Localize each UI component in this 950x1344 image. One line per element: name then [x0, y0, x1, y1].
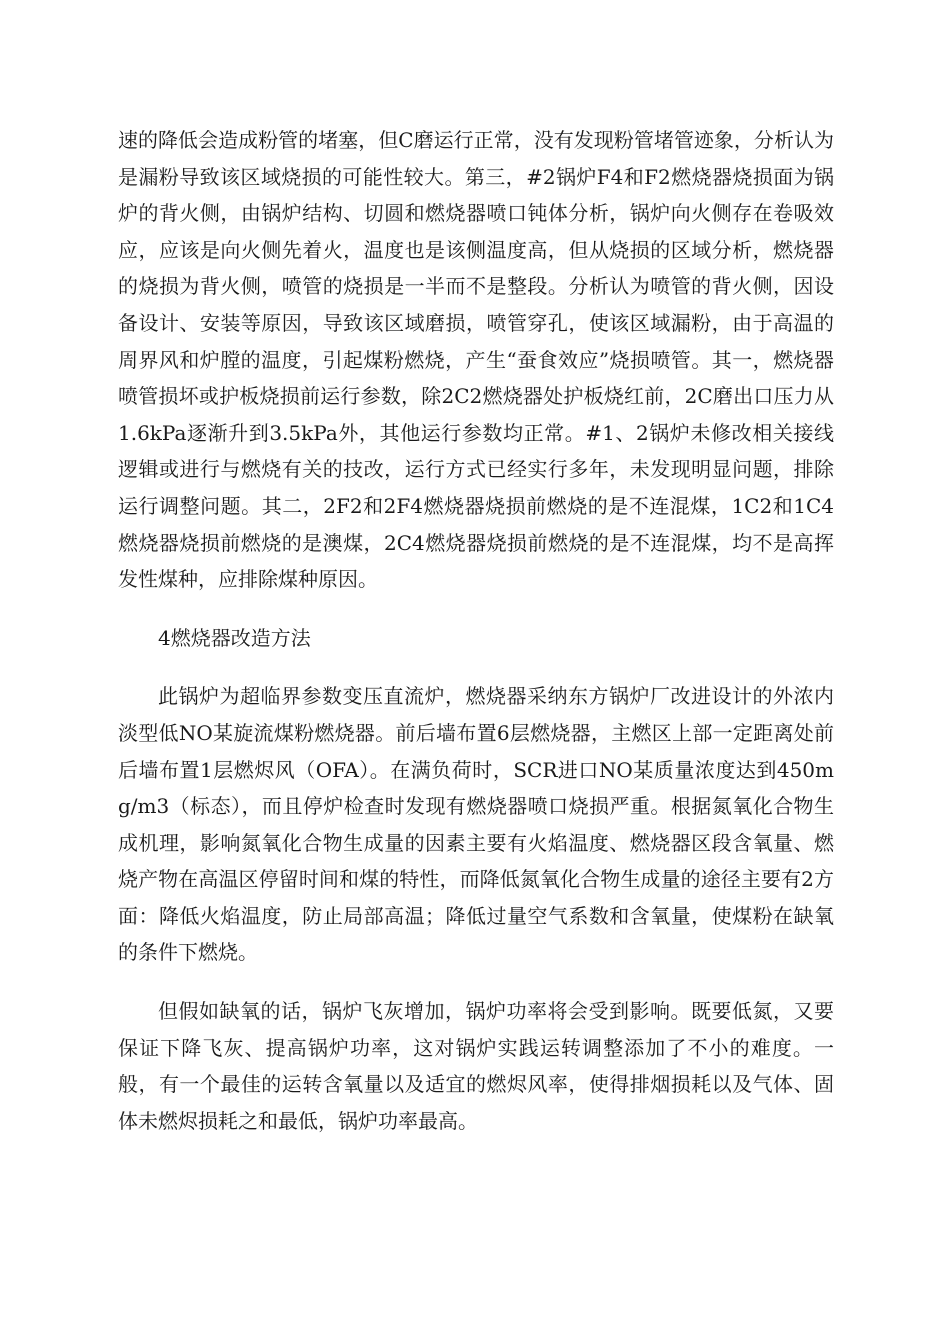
- body-paragraph: 速的降低会造成粉管的堵塞，但C磨运行正常，没有发现粉管堵管迹象，分析认为是漏粉导致该区域烧损的可能性较大。第三，#2锅炉F4和F2燃烧器烧损面为锅炉的背火侧，由锅炉结构、切圆和燃烧器喷口钝体分析，锅炉向火侧存在卷吸效应，应该是向火侧先着火，温度也是该侧温度高，但从烧损的区域分析，燃烧器的烧损为背火侧，喷管的烧损是一半而不是整段。分析认为喷管的背火侧，因设备设计、安装等原因，导致该区域磨损，喷管穿孔，使该区域漏粉，由于高温的周界风和炉膛的温度，引起煤粉燃烧，产生“蚕食效应”烧损喷管。其一，燃烧器喷管损坏或护板烧损前运行参数，除2C2燃烧器处护板烧红前，2C磨出口压力从1.6kPa逐渐升到3.5kPa外，其他运行参数均正常。#1、2锅炉未修改相关接线逻辑或进行与燃烧有关的技改，运行方式已经实行多年，未发现明显问题，排除运行调整问题。其二，2F2和2F4燃烧器烧损前燃烧的是不连混煤，1C2和1C4燃烧器烧损前燃烧的是澳煤，2C4燃烧器烧损前燃烧的是不连混煤，均不是高挥发性煤种，应排除煤种原因。: [118, 128, 834, 592]
- section-heading: 4燃烧器改造方法: [158, 625, 311, 650]
- body-paragraph: 此锅炉为超临界参数变压直流炉，燃烧器采纳东方锅炉厂改进设计的外浓内淡型低NO某旋流煤粉燃烧器。前后墙布置6层燃烧器，主燃区上部一定距离处前后墙布置1层燃烬风（OFA）。在满负荷时，SCR进口NO某质量浓度达到450mg/m3（标态），而且停炉检查时发现有燃烧器喷口烧损严重。根据氮氧化合物生成机理，影响氮氧化合物生成量的因素主要有火焰温度、燃烧器区段含氧量、燃烧产物在高温区停留时间和煤的特性，而降低氮氧化合物生成量的途径主要有2方面：降低火焰温度，防止局部高温；降低过量空气系数和含氧量，使煤粉在缺氧的条件下燃烧。: [118, 684, 834, 965]
- document-page: [118, 122, 834, 1139]
- body-paragraph: 但假如缺氧的话，锅炉飞灰增加，锅炉功率将会受到影响。既要低氮，又要保证下降飞灰、提高锅炉功率，这对锅炉实践运转调整添加了不小的难度。一般，有一个最佳的运转含氧量以及适宜的燃烬风率，使得排烟损耗以及气体、固体未燃烬损耗之和最低，锅炉功率最高。: [118, 999, 834, 1133]
